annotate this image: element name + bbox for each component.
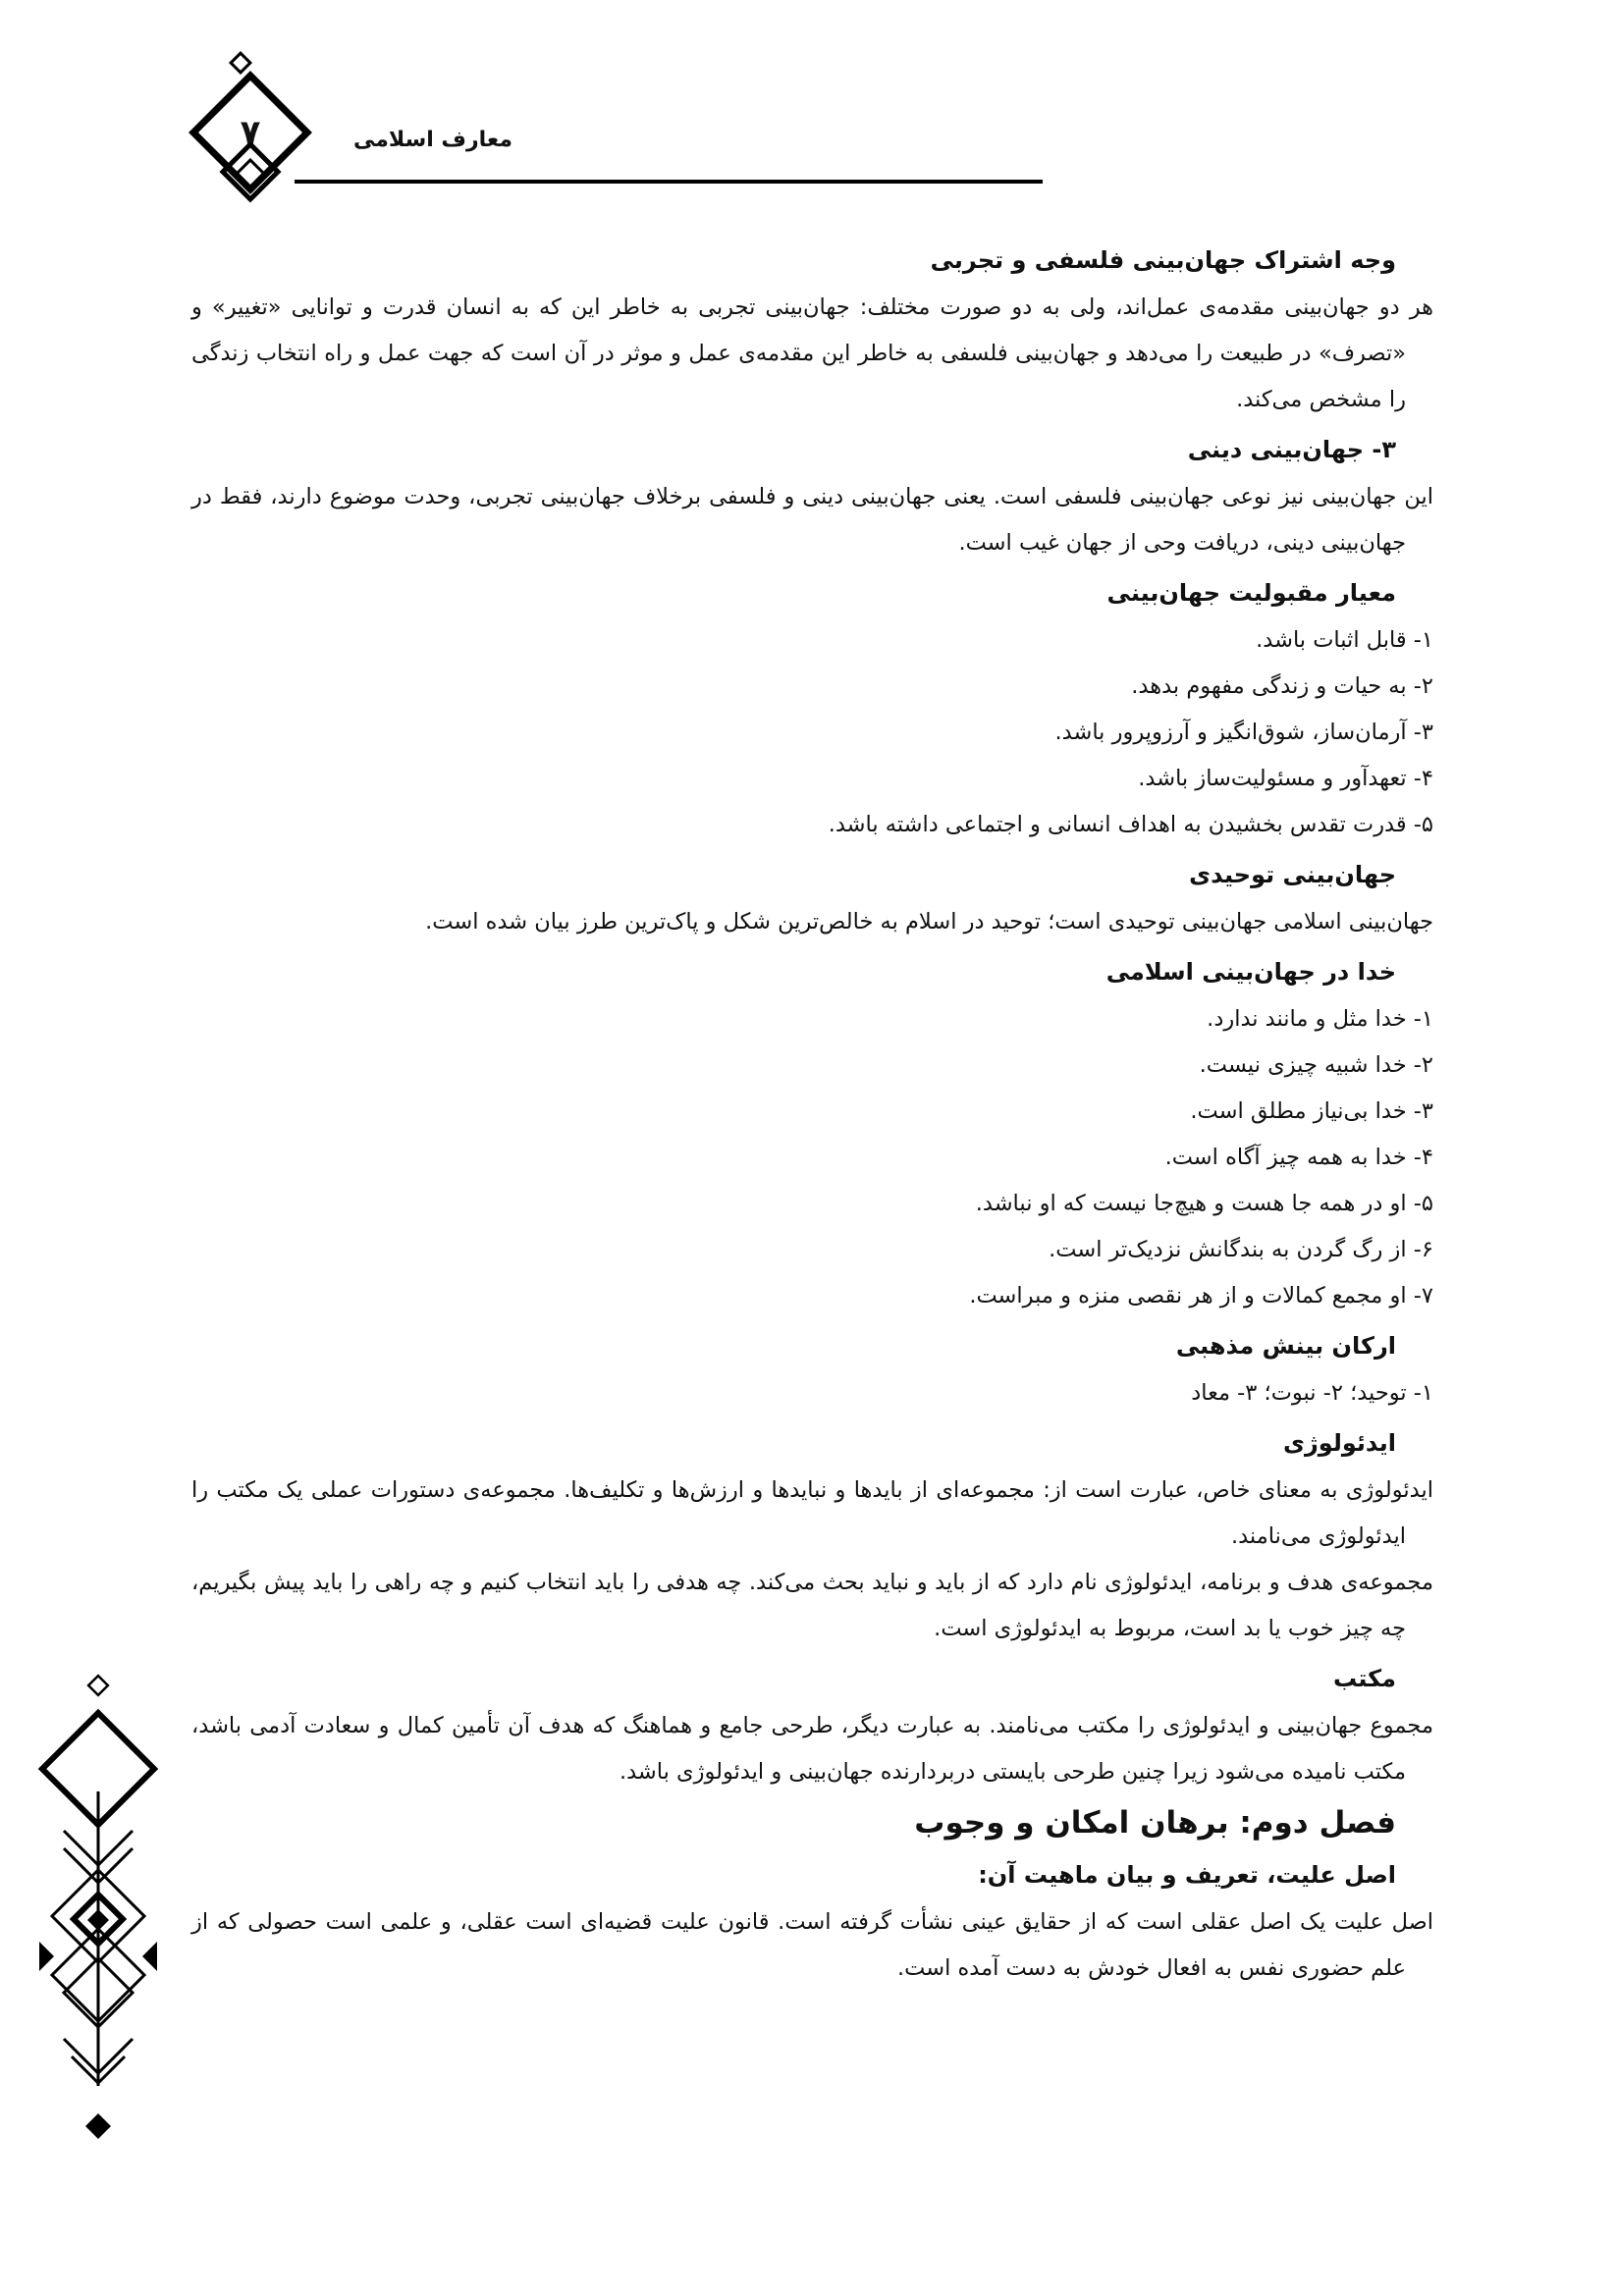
paragraph: جهان‌بینی اسلامی جهان‌بینی توحیدی است؛ توحید در اسلام به خالص‌ترین شکل و پاک‌ترین طرز بیان شده است. — [425, 909, 1433, 934]
list-item: ۳- آرمان‌ساز، شوق‌انگیز و آرزوپرور باشد. — [1054, 720, 1433, 745]
paragraph: هر دو جهان‌بینی مقدمه‌ی عمل‌اند، ولی به دو صورت مختلف: جهان‌بینی تجربی به خاطر این که به انسان قدرت و توانایی «تغییر» و «تصرف» در طبیعت را می‌دهد و جهان‌بینی فلسفی به خاطر این مقدمه‌ی عمل و موثر در آن است که جهت عمل و راه انتخاب زندگی را مشخص می‌کند. — [191, 294, 1433, 412]
section-heading: ایدئولوژی — [1282, 1429, 1396, 1457]
list-item: ۴- خدا به همه چیز آگاه است. — [1164, 1145, 1433, 1170]
running-title: معارف اسلامی — [353, 128, 512, 152]
list-item: ۱- قابل اثبات باشد. — [1256, 627, 1433, 653]
paragraph: مجموعه‌ی هدف و برنامه، ایدئولوژی نام دارد که از باید و نباید بحث می‌کند. چه هدفی را باید انتخاب کنیم و چه راهی را باید پیش بگیریم، چه چیز خوب یا بد است، مربوط به ایدئولوژی است. — [191, 1570, 1433, 1641]
header-rule — [295, 180, 1043, 184]
paragraph: اصل علیت یک اصل عقلی است که از حقایق عینی نشأت گرفته است. قانون علیت قضیه‌ای است عقلی، و علمی است حصولی که از علم حضوری نفس به افعال خودش به دست آمده است. — [191, 1909, 1433, 1981]
list-item: ۵- قدرت تقدس بخشیدن به اهداف انسانی و اجتماعی داشته باشد. — [828, 812, 1433, 837]
section-heading: خدا در جهان‌بینی اسلامی — [1105, 958, 1396, 986]
list-item: ۳- خدا بی‌نیاز مطلق است. — [1190, 1098, 1433, 1124]
paragraph: ۱- توحید؛ ۲- نبوت؛ ۳- معاد — [1191, 1380, 1433, 1406]
section-heading: اصل علیت، تعریف و بیان ماهیت آن: — [978, 1861, 1396, 1889]
section-heading: معیار مقبولیت جهان‌بینی — [1106, 579, 1396, 607]
list-item: ۲- به حیات و زندگی مفهوم بدهد. — [1131, 673, 1433, 699]
list-item: ۶- از رگ گردن به بندگانش نزدیک‌تر است. — [1049, 1237, 1433, 1262]
list-item: ۲- خدا شبیه چیزی نیست. — [1199, 1052, 1433, 1078]
section-heading: ۳- جهان‌بینی دینی — [1187, 436, 1396, 463]
body-content — [191, 236, 1433, 1992]
chapter-title: فصل دوم: برهان امکان و وجوب — [914, 1805, 1396, 1841]
paragraph: مجموع جهان‌بینی و ایدئولوژی را مکتب می‌نامند. به عبارت دیگر، طرحی جامع و هماهنگ که هدف آن تأمین کمال و سعادت آدمی باشد، مکتب نامیده می‌شود زیرا چنین طرحی بایستی دربردارنده جهان‌بینی و ایدئولوژی باشد. — [191, 1713, 1433, 1785]
page-number: ۷ — [240, 113, 261, 152]
list-item: ۵- او در همه جا هست و هیچ‌جا نیست که او نباشد. — [975, 1191, 1433, 1216]
list-item: ۱- خدا مثل و مانند ندارد. — [1207, 1006, 1433, 1032]
section-heading: جهان‌بینی توحیدی — [1189, 861, 1396, 888]
paragraph: این جهان‌بینی نیز نوعی جهان‌بینی فلسفی است. یعنی جهان‌بینی دینی و فلسفی برخلاف جهان‌بینی تجربی، وحدت موضوع دارند، فقط در جهان‌بینی دینی، دریافت وحی از جهان غیب است. — [191, 484, 1433, 556]
section-heading: مکتب — [1332, 1665, 1396, 1692]
list-item: ۷- او مجمع کمالات و از هر نقصی منزه و مبراست. — [969, 1283, 1433, 1308]
paragraph: ایدئولوژی به معنای خاص، عبارت است از: مجموعه‌ای از بایدها و نبایدها و ارزش‌ها و تکلیف‌ها. مجموعه‌ی دستورات عملی یک مکتب را ایدئولوژی می‌نامند. — [191, 1477, 1433, 1549]
section-heading: وجه اشتراک جهان‌بینی فلسفی و تجربی — [930, 246, 1396, 274]
section-heading: ارکان بینش مذهبی — [1175, 1332, 1396, 1360]
decorative-ornament-icon — [34, 1674, 162, 2145]
list-item: ۴- تعهدآور و مسئولیت‌ساز باشد. — [1138, 766, 1433, 791]
